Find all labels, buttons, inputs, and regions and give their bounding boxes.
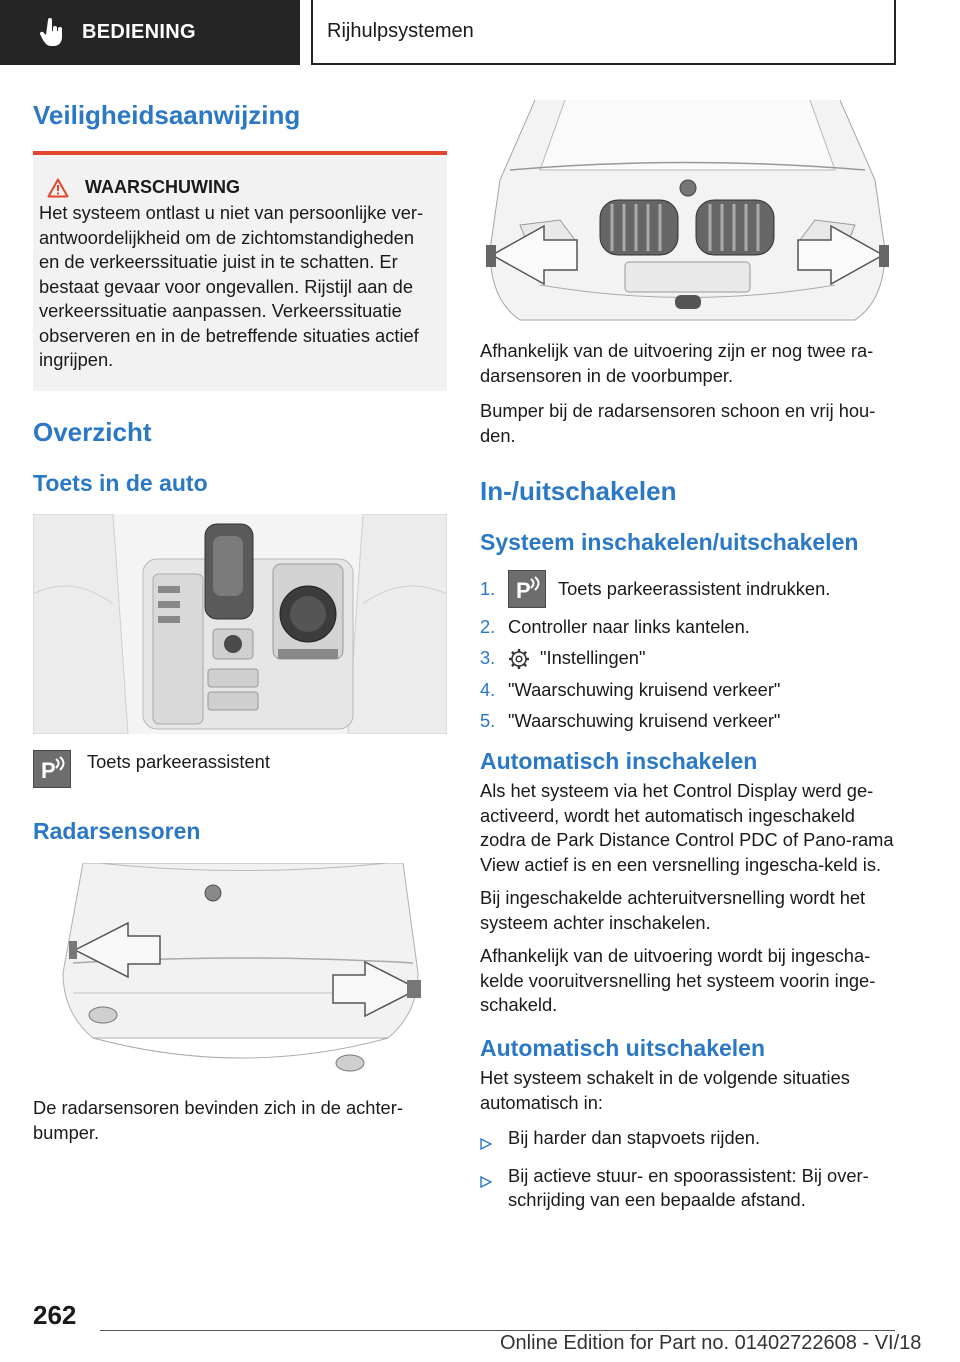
page-number: 262	[33, 1300, 77, 1330]
step-text: Toets parkeerassistent indrukken.	[558, 577, 831, 599]
gear-icon	[508, 648, 530, 670]
front-sensors-text: Afhankelijk van de uitvoering zijn er nog twee ra-darsensoren in de voorbumper.	[480, 340, 874, 386]
bullet-triangle-icon	[480, 1164, 508, 1213]
clean-bumper-text: Bumper bij de radarsensoren schoon en vrij hou-den.	[480, 400, 876, 446]
park-assist-icon	[508, 570, 546, 608]
overview-heading: Overzicht	[33, 416, 152, 447]
auto-on-heading: Automatisch inschakelen	[480, 747, 758, 774]
step-item	[480, 570, 895, 608]
step-item	[480, 709, 895, 734]
onoff-heading: In-/uitschakelen	[480, 476, 677, 506]
step-text: Controller naar links kantelen.	[508, 615, 750, 637]
list-item-text: Bij actieve stuur- en spoorassistent: Bij over-schrijding van een bepaalde afstand.	[508, 1164, 869, 1211]
auto-off-intro: Het systeem schakelt in de volgende situaties automatisch in:	[480, 1067, 850, 1113]
step-number: 4.	[480, 678, 496, 700]
edition-footer: Online Edition for Part no. 01402722608 - VI/18	[500, 1332, 922, 1354]
step-item	[480, 646, 895, 671]
chapter-title: Rijhulpsystemen	[327, 20, 474, 42]
step-number: 1.	[480, 577, 496, 599]
warning-box	[33, 151, 447, 391]
auto-on-paragraph-1: Als het systeem via het Control Display werd ge-activeerd, wordt het automatisch ingeschakeld zodra de Park Distance Control PDC of Pano-rama View actief is en een versnelling ingescha-keld is.	[480, 780, 894, 875]
chapter-header	[311, 0, 896, 65]
hand-pointer-icon	[40, 18, 64, 48]
rear-bumper-image	[33, 863, 447, 1078]
radar-location-text: De radarsensoren bevinden zich in de achter-bumper.	[33, 1097, 403, 1143]
warning-label: WAARSCHUWING	[85, 177, 240, 198]
steps-list	[480, 570, 895, 734]
section-label: BEDIENING	[82, 21, 196, 43]
step-number: 3.	[480, 647, 496, 669]
step-text: "Waarschuwing kruisend verkeer"	[508, 710, 781, 732]
warning-text: Het systeem ontlast u niet van persoonlijke ver-antwoordelijkheid om de zichtomstandigheden en de verkeerssituatie juist in te schatten. Er bestaat gevaar voor ongevallen. Rijstijl aan de verkeerssituatie aanpassen. Verkeerssituatie observeren en in de betreffende situaties actief ingrijpen.	[39, 202, 424, 371]
park-assist-icon	[33, 750, 71, 788]
right-column	[480, 100, 895, 1220]
button-caption: Toets parkeerassistent	[87, 751, 270, 773]
list-item-text: Bij harder dan stapvoets rijden.	[508, 1127, 761, 1149]
list-item	[480, 1126, 895, 1157]
auto-off-heading: Automatisch uitschakelen	[480, 1034, 766, 1061]
warning-triangle-icon	[47, 178, 69, 198]
left-column	[33, 100, 447, 1145]
list-item	[480, 1164, 895, 1213]
svg-text:P: P	[516, 577, 531, 603]
footer-divider	[100, 1330, 895, 1331]
step-text: "Waarschuwing kruisend verkeer"	[508, 678, 781, 700]
auto-off-list	[480, 1126, 895, 1213]
safety-heading: Veiligheidsaanwijzing	[33, 100, 301, 130]
system-onoff-heading: Systeem inschakelen/uitschakelen	[480, 529, 859, 556]
warning-header	[39, 177, 439, 198]
step-item	[480, 615, 895, 640]
auto-on-paragraph-2: Bij ingeschakelde achteruitversnelling wordt het systeem achter inschakelen.	[480, 887, 866, 933]
button-heading: Toets in de auto	[33, 469, 208, 496]
front-bumper-image	[480, 100, 895, 325]
center-console-image	[33, 514, 447, 734]
step-number: 2.	[480, 615, 496, 637]
radar-heading: Radarsensoren	[33, 818, 201, 845]
button-caption-row	[33, 750, 447, 788]
auto-on-paragraph-3: Afhankelijk van de uitvoering wordt bij ingescha-kelde vooruitversnelling het systeem voorin inge-schakeld.	[480, 945, 876, 1016]
bullet-triangle-icon	[480, 1126, 508, 1157]
svg-text:P: P	[41, 758, 56, 784]
section-tab	[0, 0, 300, 65]
step-text: "Instellingen"	[540, 647, 646, 669]
step-number: 5.	[480, 710, 496, 732]
step-item	[480, 678, 895, 703]
